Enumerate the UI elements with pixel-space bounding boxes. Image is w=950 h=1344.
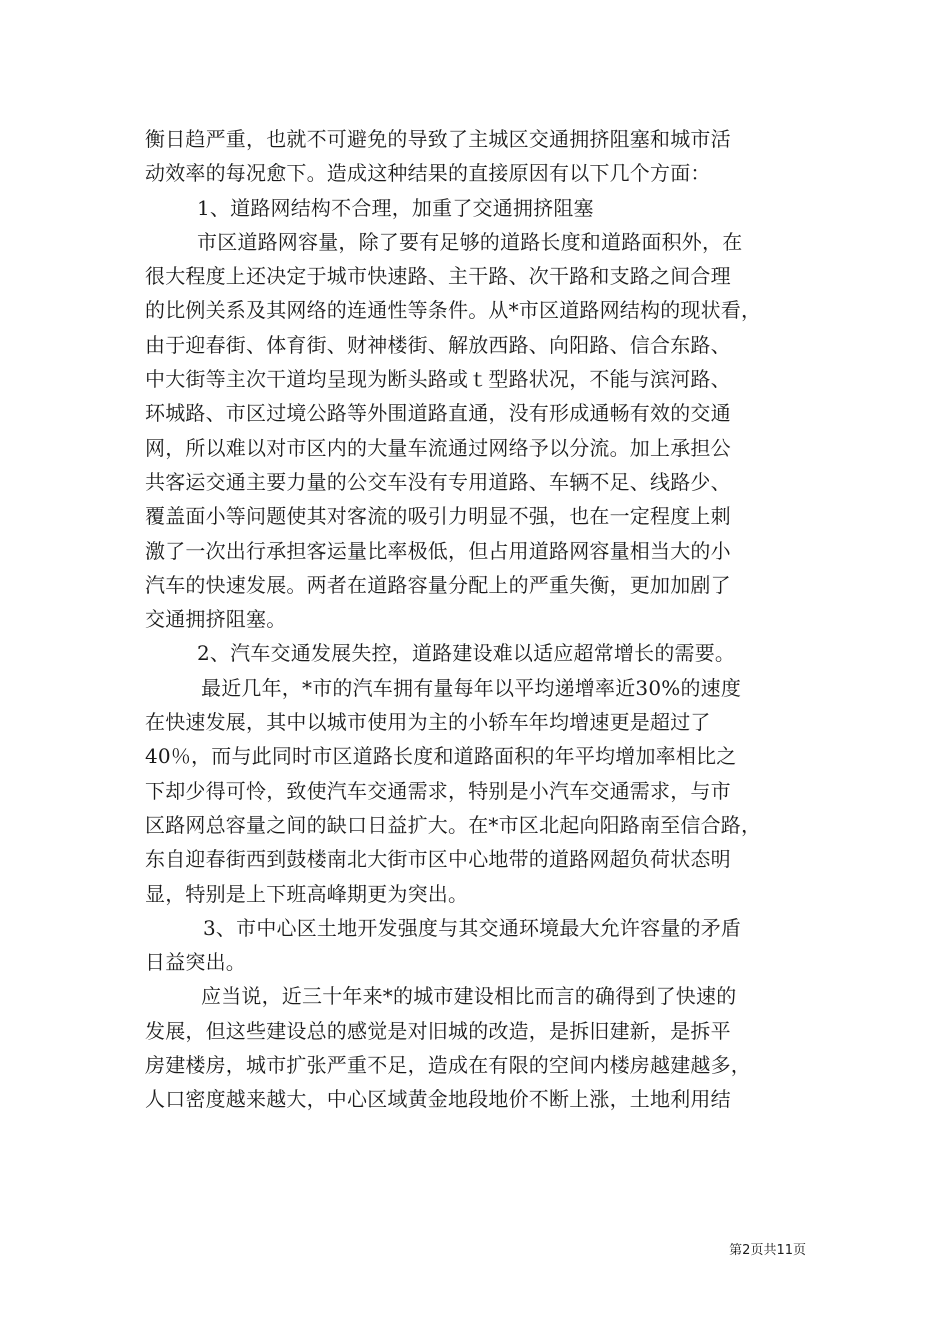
page-number: 第2页共11页 [729,1243,806,1258]
text-line: 人口密度越来越大，中心区域黄金地段地价不断上涨，土地利用结 [145,1087,731,1112]
text-line: 的比例关系及其网络的连通性等条件。从*市区道路网结构的现状看， [145,298,762,323]
text-line: 日益突出。 [145,950,246,975]
text-line: 40％，而与此同时市区道路长度和道路面积的年平均增加率相比之 [145,744,737,769]
text-line: 动效率的每况愈下。造成这种结果的直接原因有以下几个方面： [145,161,711,186]
section-heading-2: 2、汽车交通发展失控，道路建设难以适应超常增长的需要。 [197,641,736,666]
text-line: 发展，但这些建设总的感觉是对旧城的改造，是拆旧建新，是拆平 [145,1018,731,1043]
section-heading-3: 3、市中心区土地开发强度与其交通环境最大允许容量的矛盾 [203,915,742,940]
text-line: 市区道路网容量，除了要有足够的道路长度和道路面积外，在 [197,229,743,254]
text-line: 应当说，近三十年来*的城市建设相比而言的确得到了快速的 [201,984,737,1009]
text-line: 下却少得可怜，致使汽车交通需求，特别是小汽车交通需求，与市 [145,778,731,803]
text-line: 汽车的快速发展。两者在道路容量分配上的严重失衡，更加加剧了 [145,572,731,597]
text-line: 在快速发展，其中以城市使用为主的小轿车年均增速更是超过了 [145,710,711,735]
text-line: 房建楼房，城市扩张严重不足，造成在有限的空间内楼房越建越多， [145,1053,751,1078]
document-body [145,122,821,1117]
text-line: 区路网总容量之间的缺口日益扩大。在*市区北起向阳路南至信合路， [145,812,762,837]
text-line: 衡日趋严重，也就不可避免的导致了主城区交通拥挤阻塞和城市活 [145,127,731,151]
text-line: 网，所以难以对市区内的大量车流通过网络予以分流。加上承担公 [145,435,731,460]
text-line: 环城路、市区过境公路等外围道路直通，没有形成通畅有效的交通 [145,401,731,426]
text-line: 显，特别是上下班高峰期更为突出。 [145,881,469,906]
text-line: 覆盖面小等问题使其对客流的吸引力明显不强，也在一定程度上刺 [145,504,731,529]
text-line: 东自迎春街西到鼓楼南北大街市区中心地带的道路网超负荷状态明 [145,847,731,872]
text-line: 最近几年，*市的汽车拥有量每年以平均递增率近30%的速度 [201,675,742,700]
section-heading-1: 1、道路网结构不合理，加重了交通拥挤阻塞 [197,195,594,220]
text-line: 很大程度上还决定于城市快速路、主干路、次干路和支路之间合理 [145,264,731,289]
text-line: 由于迎春街、体育街、财神楼街、解放西路、向阳路、信合东路、 [145,332,731,357]
text-line: 共客运交通主要力量的公交车没有专用道路、车辆不足、线路少、 [145,469,731,494]
text-line: 中大街等主次干道均呈现为断头路或ｔ型路状况，不能与滨河路、 [145,367,731,392]
text-line: 交通拥挤阻塞。 [145,607,287,632]
text-line: 激了一次出行承担客运量比率极低，但占用道路网容量相当大的小 [145,538,731,563]
